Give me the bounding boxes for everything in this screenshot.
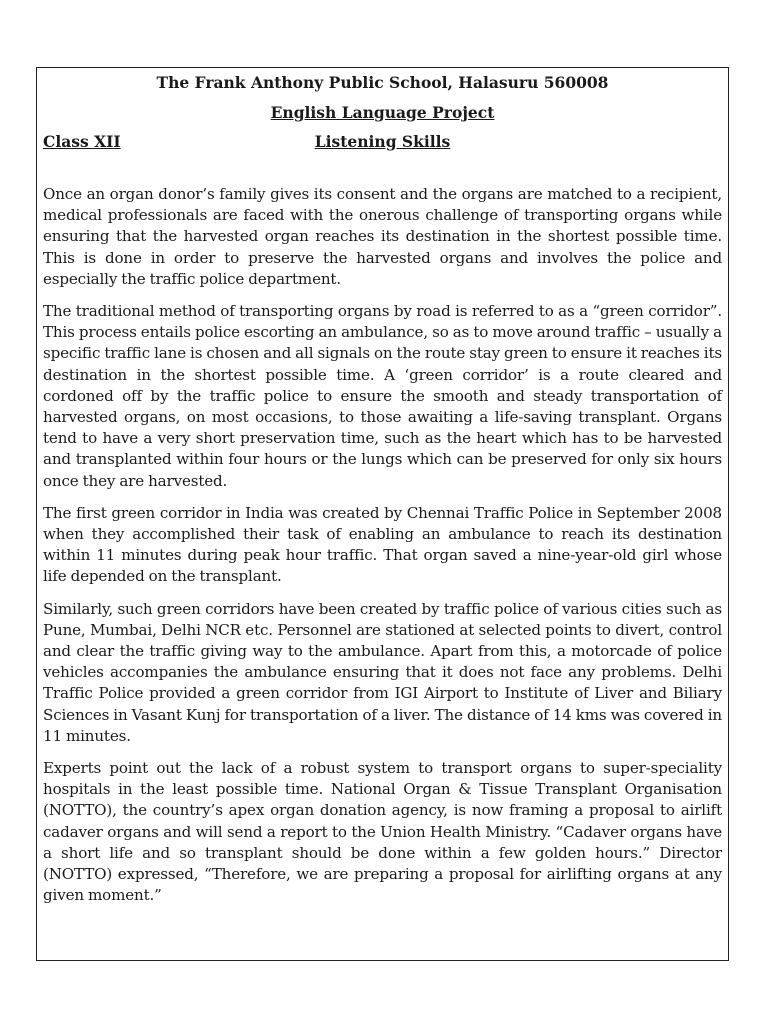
paragraph: Similarly, such green corridors have been created by traffic police of various cities such as Pune, Mumbai, Delhi NCR etc. Personnel are stationed at selected points to divert, control and clear the traffic giving way to the ambulance. Apart from this, a motorcade of police vehicles accompanies the ambulance ensuring that it does not face any problems. Delhi Traffic Police provided a green corridor from IGI Airport to Institute of Liver and Biliary Sciences in Vasant Kunj for transportation of a liver. The distance of 14 kms was covered in 11 minutes. bbox=[43, 599, 722, 745]
paragraph: The traditional method of transporting organs by road is referred to as a “green corridor”. This process entails police escorting an ambulance, so as to move around traffic – usually a specific traffic lane is chosen and all signals on the route stay green to ensure it reaches its destination in the shortest possible time. A ‘green corridor’ is a route cleared and cordoned off by the traffic police to ensure the smooth and steady transportation of harvested organs, on most occasions, to those awaiting a life-saving transplant. Organs tend to have a very short preservation time, such as the heart which has to be harvested and transplanted within four hours or the lungs which can be preserved for only six hours once they are harvested. bbox=[43, 302, 722, 490]
paragraph: Experts point out the lack of a robust system to transport organs to super-speciality hospitals in the least possible time. National Organ & Tissue Transplant Organisation (NOTTO), the country’s apex organ donation agency, is now framing a proposal to airlift cadaver organs and will send a report to the Union Health Ministry. “Cadaver organs have a short life and so transplant should be done within a few golden hours.” Director (NOTTO) expressed, “Therefore, we are preparing a proposal for airlifting organs at any given moment.” bbox=[43, 759, 722, 905]
school-name: The Frank Anthony Public School, Halasuru 560008 bbox=[156, 73, 609, 92]
paragraph: Once an organ donor’s family gives its consent and the organs are matched to a recipient, medical professionals are faced with the onerous challenge of transporting organs while ensuring that the harvested organ reaches its destination in the shortest possible time. This is done in order to preserve the harvested organs and involves the police and especially the traffic police department. bbox=[43, 185, 722, 288]
body-text bbox=[43, 184, 722, 918]
class-label: Class XII bbox=[43, 132, 121, 151]
paragraph: The first green corridor in India was created by Chennai Traffic Police in September 2008 when they accomplished their task of enabling an ambulance to reach its destination within 11 minutes during peak hour traffic. That organ saved a nine-year-old girl whose life depended on the transplant. bbox=[43, 503, 722, 586]
project-title: English Language Project bbox=[270, 103, 495, 122]
class-row bbox=[43, 132, 722, 152]
page-frame bbox=[36, 67, 729, 961]
section-label: Listening Skills bbox=[314, 132, 451, 151]
